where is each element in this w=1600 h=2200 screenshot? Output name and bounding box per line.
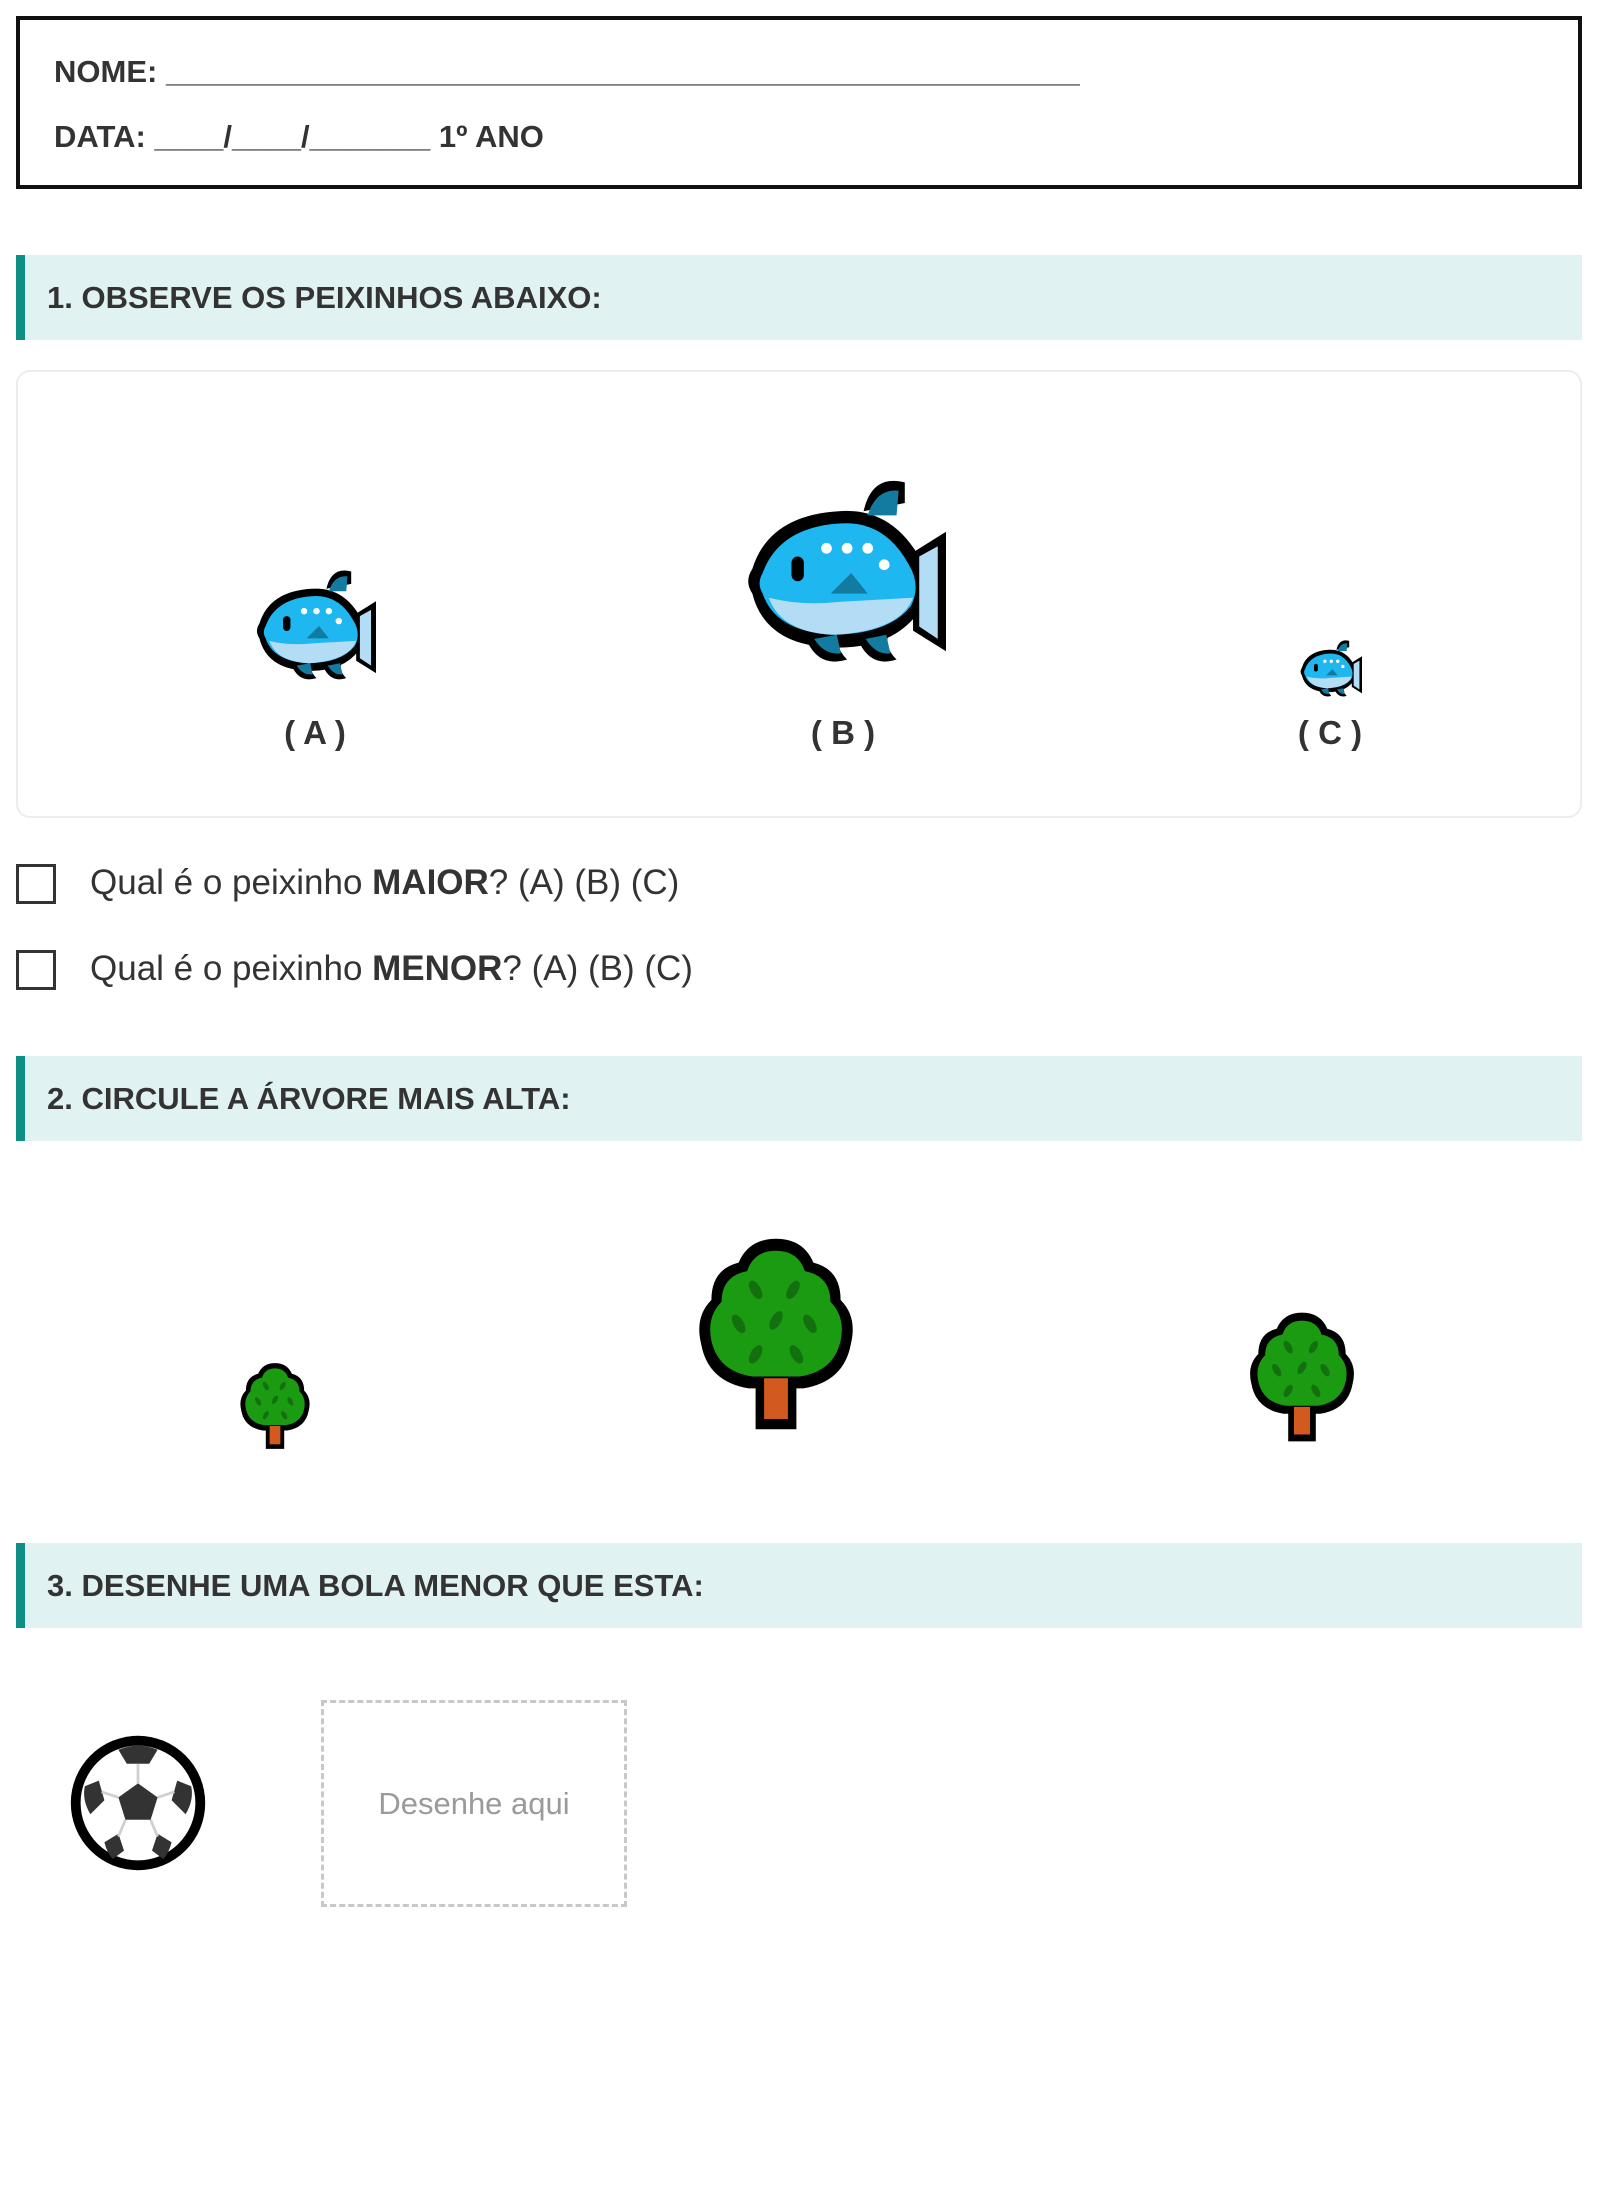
- tree-icon[interactable]: [686, 1232, 866, 1436]
- fish-label-b: ( B ): [810, 714, 876, 751]
- drawing-placeholder: Desenhe aqui: [378, 1785, 570, 1821]
- grade-label: 1º ANO: [438, 119, 544, 154]
- date-label: DATA:: [54, 119, 146, 154]
- soccer-ball-icon: [68, 1733, 208, 1873]
- section-1-title: 1. OBSERVE OS PEIXINHOS ABAIXO:: [47, 280, 602, 315]
- section-2-header: [16, 1056, 1582, 1141]
- question-menor-options: ? (A) (B) (C): [502, 949, 693, 988]
- fish-icon: [730, 470, 956, 676]
- fish-icon: [246, 564, 382, 688]
- date-blank[interactable]: ____/____/_______: [154, 119, 431, 154]
- name-label: NOME:: [54, 54, 158, 89]
- question-maior-prefix: Qual é o peixinho: [90, 863, 373, 902]
- student-info-box: [16, 16, 1582, 189]
- date-line: [54, 119, 544, 155]
- section-1-header: [16, 255, 1582, 340]
- question-menor-prefix: Qual é o peixinho: [90, 949, 373, 988]
- tree-icon[interactable]: [1241, 1308, 1363, 1446]
- section-2-title: 2. CIRCULE A ÁRVORE MAIS ALTA:: [47, 1081, 571, 1116]
- checkbox-maior[interactable]: [16, 864, 56, 904]
- drawing-area[interactable]: [321, 1700, 627, 1907]
- section-3-title: 3. DESENHE UMA BOLA MENOR QUE ESTA:: [47, 1568, 704, 1603]
- checkbox-menor[interactable]: [16, 950, 56, 990]
- section-3-header: [16, 1543, 1582, 1628]
- name-line: [54, 54, 1080, 90]
- question-maior: [90, 863, 679, 903]
- question-menor: [90, 949, 693, 989]
- question-maior-emphasis: MAIOR: [372, 863, 489, 902]
- fish-label-c: ( C ): [1297, 714, 1363, 751]
- name-blank[interactable]: _____________________________________________________: [165, 54, 1080, 89]
- question-menor-emphasis: MENOR: [372, 949, 503, 988]
- tree-icon[interactable]: [234, 1360, 316, 1452]
- fish-icon: [1295, 637, 1365, 701]
- question-maior-options: ? (A) (B) (C): [488, 863, 680, 902]
- fish-label-a: ( A ): [284, 714, 346, 751]
